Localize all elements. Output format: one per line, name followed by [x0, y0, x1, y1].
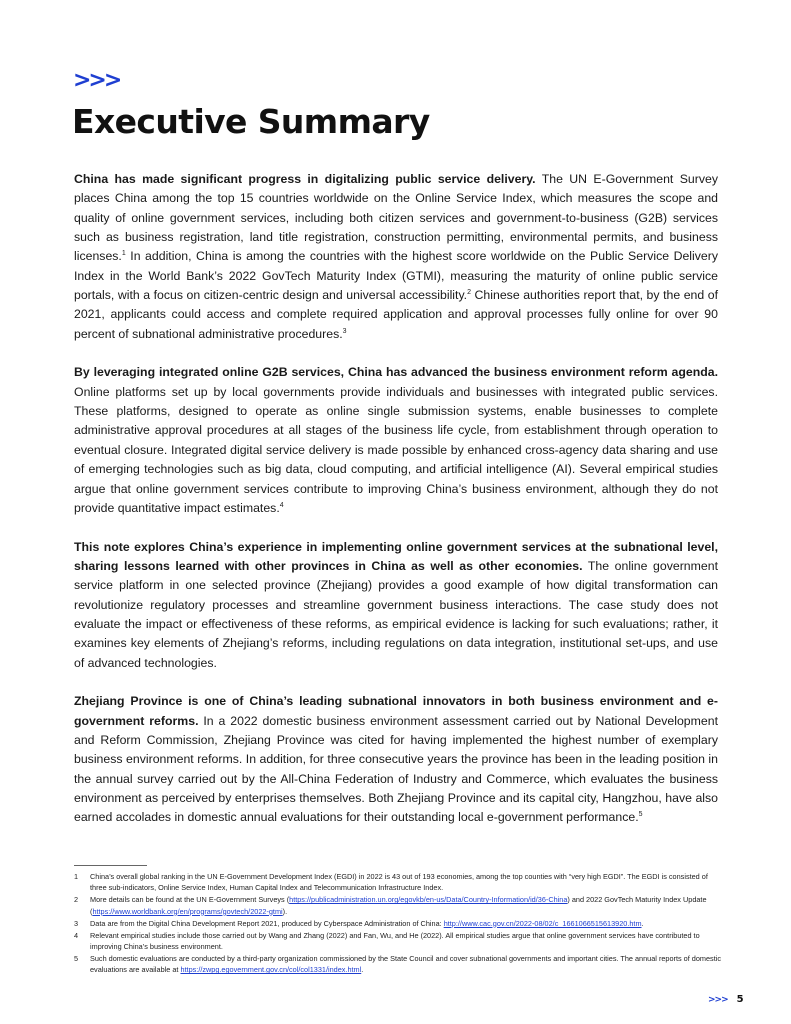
main-body: [74, 170, 718, 847]
footnote-number: 3: [74, 918, 79, 928]
paragraph-3: [74, 538, 718, 673]
footnote-text-part: Such domestic evaluations are conducted by a third-party organization commissioned by the State Council and cover subnational governments and important cities. The annual reports of domestic evaluations are available at: [90, 953, 721, 975]
cac-report-link[interactable]: http://www.cac.gov.cn/2022-08/02/c_1661066515613920.htm: [443, 918, 642, 928]
footnotes: [74, 871, 724, 976]
paragraph-1-text-3: Chinese authorities report that, by the end of 2021, applicants could access and complete required application and approval processes fully online for over 90 percent of subnational administrative procedures.: [74, 288, 719, 341]
footnote-text: [90, 918, 724, 929]
footnote-text-part: .: [641, 918, 644, 928]
footnote-number: 4: [74, 930, 79, 940]
footnote-text-part: ).: [282, 906, 288, 916]
paragraph-1: [74, 170, 718, 344]
paragraph-4-lead: Zhejiang Province is one of China’s leading subnational innovators in both business environment and e-government reforms.: [74, 694, 718, 728]
gtmi-update-link[interactable]: https://www.worldbank.org/en/programs/govtech/2022-gtmi: [92, 906, 283, 916]
footnote-text: [90, 894, 724, 917]
footnote-text: [90, 953, 724, 976]
footnote-number: 5: [74, 953, 79, 963]
footnote-ref-2: 2: [467, 288, 472, 296]
paragraph-3-text: The online government service platform in one selected province (Zhejiang) provides a good example of how digital transformation can revolutionize regulatory processes and streamline government business interactions. The case study does not evaluate the impact or effectiveness of these reforms, as empirical evidence is lacking for such evaluations; rather, it examines key elements of Zhejiang’s reforms, including regulations on data integration, institutional set-ups, and use of advanced technologies.: [74, 558, 718, 670]
paragraph-1-text-2: In addition, China is among the countries with the highest score worldwide on the Public Service Delivery Index in the World Bank’s 2022 GovTech Maturity Index (GTMI), measuring the maturity of online public service portals, with a focus on citizen-centric design and universal accessibility.: [74, 249, 718, 303]
footnote-ref-1: 1: [121, 250, 126, 258]
paragraph-2-lead: By leveraging integrated online G2B services, China has advanced the business environment reform agenda.: [74, 365, 718, 380]
footnote-4: [74, 930, 724, 953]
footnote-5: [74, 953, 724, 976]
footnote-text: Relevant empirical studies include those carried out by Wang and Zhang (2022) and Fan, Wu, and He (2022). All empirical studies argue that online government services have contributed to improving China’s business environment.: [90, 930, 700, 951]
small-triple-chevron-right-icon: >>>: [708, 994, 728, 1005]
paragraph-4: [74, 692, 718, 827]
zwpg-evaluations-link[interactable]: https://zwpg.egovernment.gov.cn/col/col1331/index.html: [180, 965, 362, 975]
paragraph-1-text: The UN E-Government Survey places China among the top 15 countries worldwide on the Online Service Index, which measures the scope and quality of online government services, including both citizen services and government-to-business (G2B) services such as business registration, land title registration, construction permitting, environmental permits, and business licenses.: [74, 172, 718, 264]
footnote-text: China’s overall global ranking in the UN E-Government Development Index (EGDI) in 2022 is 43 out of 193 economies, among the top counties with “very high EGDI”. The EGDI is consisted of three sub-indicators, Online Service Index, Human Capital Index and Telecommunication Infrastructure Index.: [90, 872, 708, 893]
paragraph-2-text: Online platforms set up by local governments provide individuals and businesses with integrated public services. These platforms, designed to operate as online single submission systems, enable businesses to complete administrative approval procedures at all stages of the business life cycle, from establishment through operation to eventual closure. Integrated digital service delivery is made possible by enhanced cross-agency data sharing and use of emerging technologies such as big data, cloud computing, and artificial intelligence (AI). Several empirical studies argue that online government services contribute to improving China’s business environment, although they do not provide quantitative impact estimates.: [74, 384, 718, 515]
footnote-number: 1: [74, 872, 79, 881]
paragraph-3-lead: This note explores China’s experience in implementing online government services at the subnational level, sharing lessons learned with other provinces in China as well as other economies.: [74, 539, 718, 573]
footnote-2: [74, 894, 724, 917]
page-title: Executive Summary: [72, 102, 430, 141]
footnote-ref-5: 5: [638, 811, 643, 819]
footnote-text-part: More details can be found at the UN E-Government Surveys (: [90, 895, 290, 905]
footnote-text-part: .: [361, 965, 364, 975]
footnote-text-part: ) and 2022 GovTech Maturity Index Update (: [90, 895, 707, 916]
paragraph-1-lead: China has made significant progress in digitalizing public service delivery.: [74, 172, 536, 186]
footnote-number: 2: [74, 895, 79, 905]
footnote-3: [74, 918, 724, 929]
page-number: 5: [736, 994, 744, 1005]
triple-chevron-right-icon: >>>: [73, 68, 120, 93]
footnote-ref-3: 3: [342, 327, 347, 335]
paragraph-4-text: In a 2022 domestic business environment assessment carried out by National Development and Reform Commission, Zhejiang Province was cited for having implemented the highest number of exemplary business environment reforms. In addition, for three consecutive years the province has been in the leading position in the annual survey carried out by the All-China Federation of Industry and Commerce, which evaluates the business environment as perceived by enterprises themselves. Both Zhejiang Province and its capital city, Hangzhou, have also earned accolades in domestic annual evaluations for their outstanding local e-government performance.: [74, 713, 718, 825]
footnote-divider: [74, 865, 147, 866]
un-egov-survey-link[interactable]: https://publicadministration.un.org/egovkb/en-us/Data/Country-Information/id/36-China: [289, 895, 568, 905]
footnote-text-part: Data are from the Digital China Development Report 2021, produced by Cyberspace Administration of China:: [90, 918, 444, 928]
footnote-1: [74, 871, 724, 894]
paragraph-2: [74, 363, 718, 518]
page-footer: [708, 994, 744, 1005]
footnote-ref-4: 4: [279, 501, 284, 509]
